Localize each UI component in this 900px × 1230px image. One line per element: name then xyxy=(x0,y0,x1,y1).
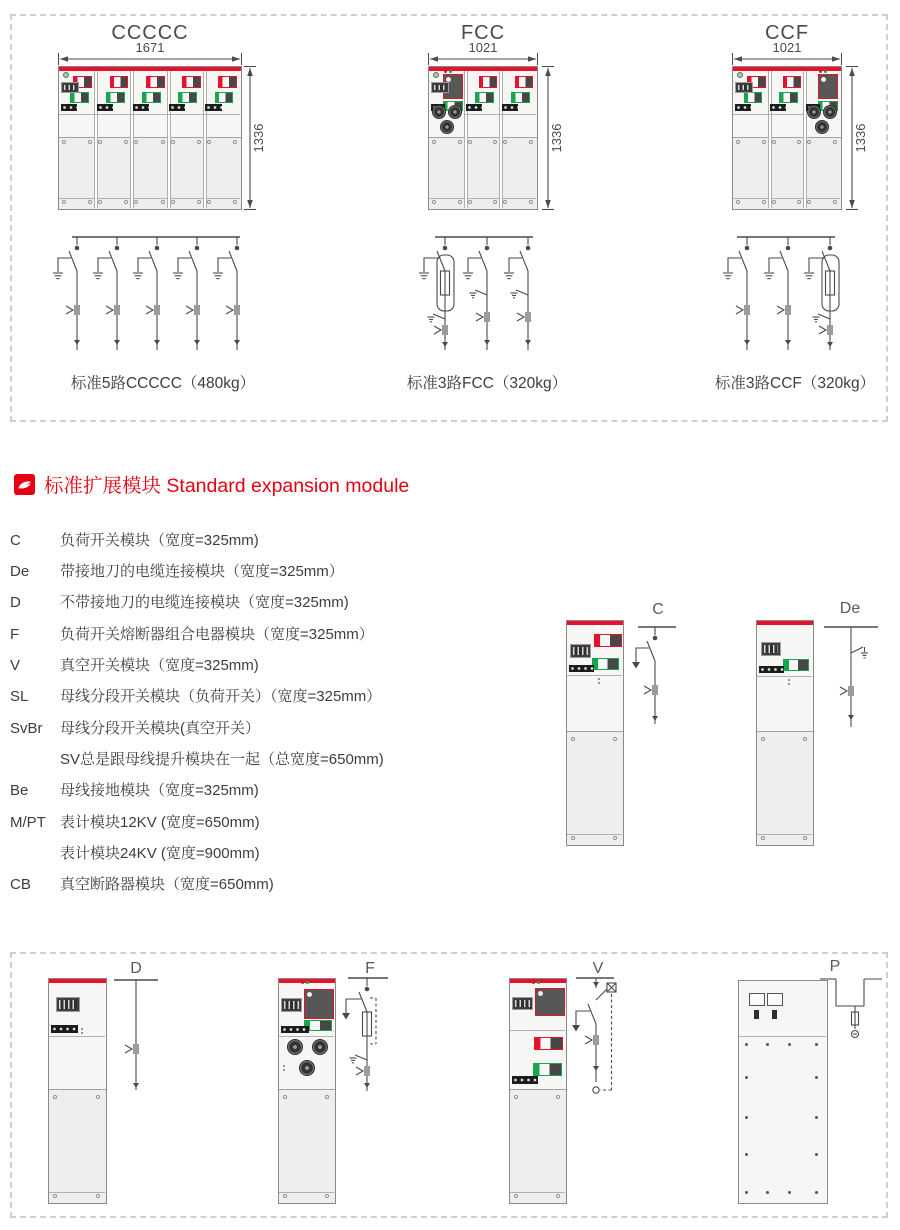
mini-dot xyxy=(788,683,790,685)
screw xyxy=(762,140,766,144)
display-unit xyxy=(432,83,448,92)
screw xyxy=(571,737,575,741)
module-label-p: P xyxy=(829,958,841,975)
bottom-lip-line xyxy=(429,198,536,199)
cabinet-module-f xyxy=(278,978,336,1204)
module-list-item xyxy=(10,654,259,676)
bottom-lip-line xyxy=(733,198,840,199)
door-panel xyxy=(567,731,623,845)
terminal-strip xyxy=(735,104,751,111)
module-area-line xyxy=(95,114,131,115)
cabinet-module-de xyxy=(756,620,814,846)
screw xyxy=(432,200,436,204)
mini-dot xyxy=(81,1032,83,1034)
module-desc: 母线接地模块（宽度=325mm) xyxy=(60,782,259,799)
cabinet-ccf xyxy=(732,66,842,210)
screw xyxy=(803,737,807,741)
cabinet-module-d xyxy=(48,978,107,1204)
door-panel xyxy=(279,1089,335,1203)
fuse-cap xyxy=(312,1039,328,1055)
screw xyxy=(233,140,237,144)
cabinet-module-c xyxy=(566,620,624,846)
screw xyxy=(458,200,462,204)
screw xyxy=(529,200,533,204)
red-module xyxy=(146,76,165,88)
green-indicator-dot xyxy=(449,70,452,73)
module-led xyxy=(307,992,312,997)
panel-divider xyxy=(167,71,171,208)
height-dim-ccccc: 1336 xyxy=(251,123,266,153)
module-area-line xyxy=(739,1036,826,1037)
module-area-line xyxy=(168,114,204,115)
screw xyxy=(745,1153,748,1156)
red-module xyxy=(594,634,622,647)
module-area-line xyxy=(131,114,167,115)
screw xyxy=(745,1076,748,1079)
terminal-strip xyxy=(169,104,185,111)
screw xyxy=(766,1191,769,1194)
red-indicator-dot xyxy=(301,981,304,984)
module-list-item xyxy=(10,623,374,645)
mini-dot xyxy=(283,1065,285,1067)
module-area-line xyxy=(733,114,769,115)
dim-width-fcc xyxy=(428,52,538,64)
dim-height-ccf xyxy=(846,66,858,210)
bottom-lip-line xyxy=(59,198,240,199)
caption-fcc: 标准3路FCC（320kg） xyxy=(406,375,568,392)
panel-divider xyxy=(203,71,207,208)
green-module xyxy=(511,92,530,103)
door-panel xyxy=(510,1089,566,1203)
dim-width-ccccc xyxy=(58,52,242,64)
module-desc: 母线分段开关模块(真空开关） xyxy=(60,720,260,737)
bottom-lip-line xyxy=(279,1192,334,1193)
screw xyxy=(815,1191,818,1194)
screw xyxy=(53,1194,57,1198)
bottom-lip-line xyxy=(567,834,622,835)
screw xyxy=(233,200,237,204)
panel-divider xyxy=(464,71,468,208)
screw xyxy=(745,1116,748,1119)
green-module xyxy=(783,659,809,671)
green-indicator-dot xyxy=(824,70,827,73)
module-desc: 负荷开关熔断器组合电器模块（宽度=325mm） xyxy=(60,626,374,643)
cabinet-module-p xyxy=(738,980,828,1204)
cabinet-title-fcc: FCC xyxy=(460,22,506,44)
module-list-item xyxy=(10,748,384,770)
green-indicator-dot xyxy=(306,981,309,984)
module-list-item xyxy=(10,873,274,895)
dim-height-ccccc xyxy=(244,66,256,210)
module-code: M/PT xyxy=(10,814,46,831)
screw xyxy=(761,836,765,840)
schematic-ccf xyxy=(715,225,865,390)
section-heading-text: 标准扩展模块 Standard expansion module xyxy=(44,475,410,497)
height-dim-fcc: 1336 xyxy=(549,123,564,153)
module-led xyxy=(446,77,451,82)
red-module xyxy=(515,76,534,88)
module-code: Be xyxy=(10,782,29,799)
module-area-line xyxy=(59,114,95,115)
terminal-strip xyxy=(133,104,149,111)
terminal-strip xyxy=(61,104,77,111)
module-label-de: De xyxy=(839,600,861,617)
schematic-module-f xyxy=(340,964,400,1099)
fuse-cap xyxy=(823,105,837,119)
brand-icon xyxy=(14,474,35,495)
module-area-line xyxy=(465,114,501,115)
red-module xyxy=(218,76,237,88)
module-area-line xyxy=(769,114,805,115)
screw xyxy=(745,1043,748,1046)
cabinet-module-v xyxy=(509,978,567,1204)
meter-mark xyxy=(772,1010,777,1019)
module-area-line xyxy=(204,114,240,115)
section-heading xyxy=(14,470,409,498)
screw xyxy=(833,200,837,204)
breaker-module xyxy=(535,988,565,1016)
module-code: V xyxy=(10,657,21,674)
module-desc: 负荷开关模块（宽度=325mm) xyxy=(60,532,259,549)
mini-dot xyxy=(598,682,600,684)
bottom-lip-line xyxy=(757,834,812,835)
display-unit xyxy=(62,83,78,92)
red-stripe xyxy=(59,67,241,71)
bottom-lip-line xyxy=(510,1192,565,1193)
module-code: D xyxy=(10,594,21,611)
fuse-module xyxy=(304,989,334,1019)
screw xyxy=(815,1116,818,1119)
screw xyxy=(161,140,165,144)
screw xyxy=(514,1194,518,1198)
screw xyxy=(207,200,211,204)
module-led xyxy=(538,991,543,996)
door-panel xyxy=(757,731,813,845)
module-label-v: V xyxy=(592,960,604,977)
terminal-strip xyxy=(205,104,221,111)
display-unit xyxy=(571,645,590,657)
red-module xyxy=(479,76,498,88)
mini-dot xyxy=(283,1069,285,1071)
display-unit xyxy=(762,643,780,655)
module-list-item xyxy=(10,529,259,551)
screw xyxy=(815,1153,818,1156)
display-unit xyxy=(513,998,532,1009)
module-desc: SV总是跟母线提升模块在一起（总宽度=650mm) xyxy=(60,751,384,768)
module-code: CB xyxy=(10,876,31,893)
screw xyxy=(833,140,837,144)
screw xyxy=(325,1194,329,1198)
screw xyxy=(171,200,175,204)
schematic-module-c xyxy=(626,598,690,733)
cabinet-title-ccccc: CCCCC xyxy=(111,22,189,44)
panel-divider xyxy=(94,71,98,208)
module-list-item xyxy=(10,811,260,833)
fuse-cap xyxy=(299,1060,315,1076)
module-area-line xyxy=(567,675,622,676)
screw xyxy=(197,200,201,204)
terminal-strip xyxy=(51,1025,78,1033)
screw xyxy=(96,1194,100,1198)
red-indicator-dot xyxy=(532,981,535,984)
module-label-d: D xyxy=(130,960,142,977)
caption-ccccc: 标准5路CCCCC（480kg） xyxy=(70,375,256,392)
fuse-cap xyxy=(287,1039,303,1055)
module-desc: 不带接地刀的电缆连接模块（宽度=325mm) xyxy=(60,594,349,611)
module-list-item xyxy=(10,685,381,707)
green-module xyxy=(142,92,161,103)
screw xyxy=(325,1095,329,1099)
screw xyxy=(514,1095,518,1099)
schematic-module-v xyxy=(566,964,630,1119)
module-area-line xyxy=(49,1036,105,1037)
fuse-cap xyxy=(440,120,454,134)
screw xyxy=(745,1191,748,1194)
display-unit xyxy=(736,83,752,92)
screw xyxy=(613,836,617,840)
screw xyxy=(432,140,436,144)
terminal-strip xyxy=(97,104,113,111)
meter-mark xyxy=(754,1010,759,1019)
screw xyxy=(815,1043,818,1046)
green-indicator-dot xyxy=(537,981,540,984)
module-desc: 真空开关模块（宽度=325mm) xyxy=(60,657,259,674)
module-desc: 母线分段开关模块（负荷开关）（宽度=325mm） xyxy=(60,688,382,705)
screw xyxy=(761,737,765,741)
screw xyxy=(62,140,66,144)
mini-dot xyxy=(788,679,790,681)
module-area-line xyxy=(757,676,812,677)
display-unit xyxy=(57,998,79,1011)
cabinet-fcc xyxy=(428,66,538,210)
green-module xyxy=(592,658,619,670)
module-code: De xyxy=(10,563,30,580)
meter-window xyxy=(749,993,765,1006)
screw xyxy=(736,140,740,144)
meter-window xyxy=(767,993,783,1006)
module-code: F xyxy=(10,626,20,643)
status-indicator xyxy=(737,72,743,78)
screw xyxy=(468,140,472,144)
screw xyxy=(788,1191,791,1194)
dim-width-ccf xyxy=(732,52,842,64)
red-module xyxy=(783,76,802,88)
module-list-item xyxy=(10,591,349,613)
fuse-cap xyxy=(815,120,829,134)
module-list-item xyxy=(10,560,344,582)
screw xyxy=(556,1194,560,1198)
screw xyxy=(571,836,575,840)
screw xyxy=(772,200,776,204)
fuse-cap xyxy=(432,105,446,119)
red-module xyxy=(534,1037,563,1050)
screw xyxy=(96,1095,100,1099)
fuse-cap xyxy=(807,105,821,119)
screw xyxy=(766,1043,769,1046)
mini-dot xyxy=(598,678,600,680)
schematic-fcc xyxy=(415,225,550,390)
module-list-item xyxy=(10,842,260,864)
red-indicator-dot xyxy=(444,70,447,73)
height-dim-ccf: 1336 xyxy=(853,123,868,153)
green-module xyxy=(533,1063,562,1076)
screw xyxy=(468,200,472,204)
status-indicator xyxy=(433,72,439,78)
green-module xyxy=(106,92,125,103)
module-desc: 真空断路器模块（宽度=650mm) xyxy=(60,876,274,893)
terminal-strip xyxy=(770,104,786,111)
red-stripe xyxy=(49,979,106,983)
module-area-line xyxy=(279,1036,334,1037)
module-code: SL xyxy=(10,688,29,705)
width-dim-fcc: 1021 xyxy=(468,40,498,55)
red-stripe xyxy=(757,621,813,625)
module-led xyxy=(821,77,826,82)
module-list-item xyxy=(10,717,260,739)
screw xyxy=(171,140,175,144)
screw xyxy=(207,140,211,144)
module-desc: 表计模块24KV (宽度=900mm) xyxy=(60,845,260,862)
screw xyxy=(529,140,533,144)
schematic-ccccc xyxy=(50,225,265,390)
module-label-f: F xyxy=(365,960,375,977)
screw xyxy=(62,200,66,204)
screw xyxy=(803,836,807,840)
screw xyxy=(458,140,462,144)
green-module xyxy=(744,92,763,103)
screw xyxy=(283,1194,287,1198)
screw xyxy=(772,140,776,144)
display-unit xyxy=(282,999,301,1011)
screw xyxy=(815,1076,818,1079)
terminal-strip xyxy=(512,1076,538,1084)
screw xyxy=(53,1095,57,1099)
module-code: C xyxy=(10,532,21,549)
width-dim-ccf: 1021 xyxy=(772,40,802,55)
red-indicator-dot xyxy=(819,70,822,73)
schematic-module-de xyxy=(818,598,882,738)
cabinet-title-ccf: CCF xyxy=(764,22,810,44)
module-desc: 带接地刀的电缆连接模块（宽度=325mm） xyxy=(60,563,344,580)
terminal-strip xyxy=(466,104,482,111)
module-code: SvBr xyxy=(10,720,43,737)
dim-height-fcc xyxy=(542,66,554,210)
green-module xyxy=(475,92,494,103)
screw xyxy=(161,200,165,204)
terminal-strip xyxy=(759,666,784,673)
terminal-strip xyxy=(569,665,594,672)
fuse-cap xyxy=(448,105,462,119)
terminal-strip xyxy=(281,1026,309,1033)
fuse-module xyxy=(818,74,838,99)
screw xyxy=(788,1043,791,1046)
screw xyxy=(556,1095,560,1099)
door-panel xyxy=(49,1089,106,1203)
red-stripe xyxy=(567,621,623,625)
module-desc: 表计模块12KV (宽度=650mm) xyxy=(60,814,260,831)
module-label-c: C xyxy=(652,601,664,618)
width-dim-ccccc: 1671 xyxy=(135,40,165,55)
screw xyxy=(197,140,201,144)
panel-divider xyxy=(768,71,772,208)
mini-dot xyxy=(81,1028,83,1030)
green-module xyxy=(779,92,798,103)
status-indicator xyxy=(63,72,69,78)
module-area-line xyxy=(510,1030,565,1031)
green-module xyxy=(178,92,197,103)
screw xyxy=(613,737,617,741)
module-area-line xyxy=(500,114,536,115)
screw xyxy=(736,200,740,204)
schematic-module-d xyxy=(106,964,166,1094)
terminal-strip xyxy=(502,104,518,111)
module-list-item xyxy=(10,779,259,801)
green-module xyxy=(215,92,234,103)
caption-ccf: 标准3路CCF（320kg） xyxy=(714,375,876,392)
red-module xyxy=(182,76,201,88)
cabinet-ccccc xyxy=(58,66,242,210)
screw xyxy=(283,1095,287,1099)
green-module xyxy=(70,92,89,103)
bottom-lip-line xyxy=(49,1192,105,1193)
red-module xyxy=(110,76,129,88)
screw xyxy=(762,200,766,204)
